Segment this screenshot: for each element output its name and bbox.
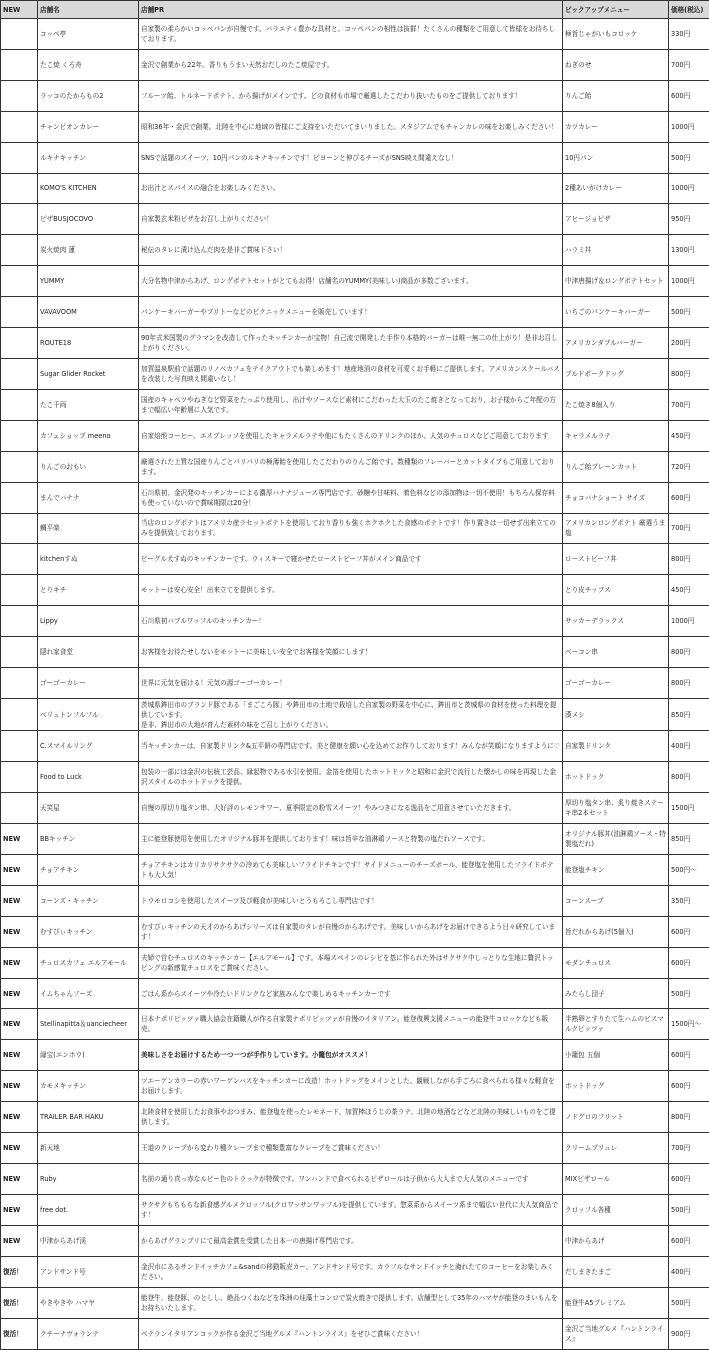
new-flag-cell [1, 482, 38, 513]
pickup-menu-cell: カツカレー [563, 111, 669, 142]
new-flag-cell: NEW [1, 1225, 38, 1256]
table-row [1, 1318, 709, 1349]
pickup-menu-cell: 能登牛A5プレミアム [563, 1287, 669, 1318]
table-row [1, 235, 709, 266]
shop-name-cell: YUMMY [38, 266, 139, 297]
shop-name-cell: TRAILER BAR HAKU [38, 1102, 139, 1133]
shop-name-cell: kitchenすぬ [38, 544, 139, 575]
price-cell: 1000円 [669, 111, 709, 142]
table-row [1, 698, 709, 730]
pickup-menu-cell: 漢メシ [563, 698, 669, 730]
price-cell: 700円 [669, 389, 709, 420]
pickup-menu-cell: ハラミ丼 [563, 235, 669, 266]
shop-pr-cell: 自家焙煎コーヒー、エスプレッソを使用したキャラメルラテや他にもたくさんのドリンクのほか、人気のチュロスなどご用意しております [139, 420, 563, 451]
header-row [1, 1, 709, 19]
table-row [1, 1009, 709, 1040]
shop-name-cell: ベリュトンフルフル [38, 698, 139, 730]
pickup-menu-cell: サッカーデラックス [563, 606, 669, 637]
price-cell: 500円 [669, 142, 709, 173]
table-row [1, 637, 709, 668]
price-cell: 600円 [669, 1164, 709, 1195]
shop-pr-cell: 自家製玄米粉ピザをお召し上がりください！ [139, 204, 563, 235]
shop-name-cell: チョアチキン [38, 854, 139, 885]
table-row [1, 513, 709, 544]
pickup-menu-cell: キャラメルラテ [563, 420, 669, 451]
price-cell: 700円 [669, 49, 709, 80]
shop-name-cell: free dot. [38, 1194, 139, 1225]
price-cell: 450円 [669, 575, 709, 606]
table-row [1, 947, 709, 978]
shop-name-cell: カフェショップ meeno [38, 420, 139, 451]
new-flag-cell: NEW [1, 824, 38, 855]
shop-pr-cell: 大分名物中津からあげ、ロングポテトセットがとてもお得！店舗名のYUMMY(美味しい)商品が多数ございます。 [139, 266, 563, 297]
pickup-menu-cell: オリジナル豚丼(油淋鶏ソース・特製塩だれ) [563, 824, 669, 855]
new-flag-cell [1, 235, 38, 266]
shop-pr-cell: 包装の一部には金沢の伝統工芸品、縁起物である水引を使用。金箔を使用したホットドックと昭和に金沢で流行した懐かしの味を再現した金沢スタイルのホットドックを提供。 [139, 762, 563, 793]
new-flag-cell: 復活！ [1, 1256, 38, 1287]
pickup-menu-cell: りんご飴 [563, 80, 669, 111]
table-row [1, 1225, 709, 1256]
shop-pr-cell: 金沢市にあるサンドイッチカフェ&sandの移動販売カー、アンドサンド号です。カラフルなサンドイッチと淹れたてのコーヒーをお楽しみください。 [139, 1256, 563, 1287]
table-row [1, 544, 709, 575]
pickup-menu-cell: ねぎのせ [563, 49, 669, 80]
shop-name-cell: 鯛平楽 [38, 513, 139, 544]
shop-pr-cell: 加賀温泉駅前で話題のリノベカフェをテイクアウトでも楽しめます！地産地消の食材を可愛くお手軽にご提供します。アメリカンスクールバスを改装した写真映え間違いなし！ [139, 358, 563, 389]
new-flag-cell [1, 358, 38, 389]
price-cell: 1500円 [669, 793, 709, 824]
price-cell: 800円 [669, 544, 709, 575]
new-flag-cell [1, 204, 38, 235]
shop-pr-cell: 夫婦で営むチュロスのキッチンカー【エルアモール】です。本場スペインのレシピを基に作られた外はサクサク中しっとりな生地に贅沢トッピングの新感覚チュロスをご賞味ください。 [139, 947, 563, 978]
new-flag-cell [1, 544, 38, 575]
shop-pr-cell: 国産のキャベツやねぎなど野菜をたっぷり使用し、出汁やソースなど素材にこだわった大玉のたこ焼きとなっており、お子様からご年配の方まで幅広い年齢層に人気です。 [139, 389, 563, 420]
table-row [1, 731, 709, 762]
shop-pr-cell: 石川県初バブルワッフルのキッチンカー！ [139, 606, 563, 637]
shop-name-cell: アンドサンド号 [38, 1256, 139, 1287]
pickup-menu-cell: 中津からあげ [563, 1225, 669, 1256]
pickup-menu-cell: ホットドック [563, 762, 669, 793]
shop-pr-cell: 王道のクレープから変わり種クレープまで種類豊富なクレープをご賞味ください！ [139, 1133, 563, 1164]
price-cell: 350円 [669, 885, 709, 916]
table-row [1, 824, 709, 855]
table-row [1, 358, 709, 389]
shop-pr-cell: ツエーゲンカラーの赤いワーゲンバスをキッチンカーに改造！ホットドッグをメインとした、観戦しながら手ごろに食べられる様々な軽食をお届けします。 [139, 1071, 563, 1102]
pickup-menu-cell: クリームブリュレ [563, 1133, 669, 1164]
new-flag-cell [1, 731, 38, 762]
shop-pr-cell: ベテランイタリアンコックが作る金沢ご当地グルメ『ハントンライス』をぜひご賞味ください！ [139, 1318, 563, 1349]
price-cell: 800円 [669, 1102, 709, 1133]
price-cell: 200円 [669, 328, 709, 359]
shop-pr-cell: パンケーキバーガーやブリトーなどのピクニックメニューを販売しています！ [139, 297, 563, 328]
pickup-menu-cell: いちごのパンケーキバーガー [563, 297, 669, 328]
price-cell: 850円 [669, 824, 709, 855]
table-row [1, 1256, 709, 1287]
table-row [1, 266, 709, 297]
table-row [1, 1194, 709, 1225]
shop-name-cell: 縁宝(エンホウ) [38, 1040, 139, 1071]
shop-pr-cell: 当キッチンカーは、自家製ドリンク&五平餅の専門店です。美と健康を願い心を込めてお作りしております！みんなが笑顔になりますように♡ [139, 731, 563, 762]
new-flag-cell: NEW [1, 1071, 38, 1102]
table-row [1, 482, 709, 513]
table-row [1, 204, 709, 235]
shop-name-cell: Lippy [38, 606, 139, 637]
shop-pr-cell: 主に能登豚使用を使用したオリジナル豚丼を提供しております！味は旨辛な油淋鶏ソースと特製の塩だれソースです。 [139, 824, 563, 855]
shop-name-cell: 新天地 [38, 1133, 139, 1164]
price-cell: 500円 [669, 1287, 709, 1318]
table-row [1, 328, 709, 359]
pickup-menu-cell: 旨だれからあげ(5個入) [563, 916, 669, 947]
shop-name-cell: C.スマイルリング [38, 731, 139, 762]
shop-pr-cell: 世界に元気を届ける！元気の源ゴーゴーカレー！ [139, 668, 563, 699]
pickup-menu-cell: 自家製ドリンク [563, 731, 669, 762]
price-cell: 800円 [669, 668, 709, 699]
pickup-menu-cell: モダンチュロス [563, 947, 669, 978]
price-cell: 950円 [669, 204, 709, 235]
table-row [1, 19, 709, 50]
pickup-menu-cell: 10円パン [563, 142, 669, 173]
shop-pr-cell: チョアチキンはカリカリサクサクの冷めても美味しいフライドチキンです！サイドメニューのチーズボール、能登塩を使用したフライドポテトも大人気！ [139, 854, 563, 885]
shop-pr-cell: 石川県初、金沢発のキッチンカーによる濃厚バナナジュース専門店です。砂糖や甘味料、着色料などの添加物は一切不使用！もちろん保存料も使っていないので賞味期限は20分！ [139, 482, 563, 513]
table-row [1, 793, 709, 824]
shop-pr-cell: 90年式米国製のグラマンを改造して作ったキッチンカーが宝物！自己流で開発した手作り本格的バーガーは唯一無二の仕上がり！是非お召し上がりください。 [139, 328, 563, 359]
price-cell: 700円 [669, 513, 709, 544]
shop-name-cell: たこ焼 くろ舟 [38, 49, 139, 80]
price-cell: 500円～ [669, 854, 709, 885]
table-row [1, 916, 709, 947]
shop-pr-cell: ビーグル犬すぬのキッチンカーです。ウィスキーで寝かせたローストビーフ丼がメイン商品です [139, 544, 563, 575]
shop-pr-cell: 名前の通り真っ赤なルビー色のトラックが特徴です。ワンハンドで食べられるピザロールは子供から大人まで大人気のメニューです [139, 1164, 563, 1195]
price-cell: 720円 [669, 451, 709, 482]
shop-name-cell: チャンピオンカレー [38, 111, 139, 142]
shop-pr-cell: 茨城県鉾田市のブランド豚である「まごころ豚」や鉾田市の土地で栽培した自家製の野菜を中心に、鉾田市と茨城県の食材を使った料理を提供しています。 是非、鉾田市の大地が育んだ素材の味をご召し上がりください。 [139, 698, 563, 730]
price-cell: 900円 [669, 1318, 709, 1349]
new-flag-cell: NEW [1, 854, 38, 885]
shop-pr-cell: トウモロコシを使用したスイーツ及び軽食が美味しいとうもろこし専門店です！ [139, 885, 563, 916]
shop-pr-cell: 自家製の柔らかいコッペパンが自慢です。バラエティ豊かな具材と、コッペパンの相性は抜群！たくさんの種類をご用意して皆様をお待ちしております。 [139, 19, 563, 50]
price-cell: 1500円～ [669, 1009, 709, 1040]
new-flag-cell: NEW [1, 947, 38, 978]
table-body [1, 19, 709, 1350]
shop-name-cell: チュロスカフェ エルアモール [38, 947, 139, 978]
table-row [1, 885, 709, 916]
table-row [1, 80, 709, 111]
pickup-menu-cell: りんご飴プレーンカット [563, 451, 669, 482]
shop-name-cell: コーンズ・キッチン [38, 885, 139, 916]
pickup-menu-cell: 半熟卵とすりたて生ハムのビスマルクピッツァ [563, 1009, 669, 1040]
pickup-menu-cell: みたらし団子 [563, 978, 669, 1009]
price-cell: 500円 [669, 978, 709, 1009]
shop-name-cell: Food to Luck [38, 762, 139, 793]
table-row [1, 420, 709, 451]
price-cell: 600円 [669, 1225, 709, 1256]
header-pickup-menu: ピックアップメニュー [563, 1, 669, 19]
price-cell: 400円 [669, 1256, 709, 1287]
new-flag-cell [1, 328, 38, 359]
pickup-menu-cell: 金沢ご当地グルメ『ハントンライス』 [563, 1318, 669, 1349]
price-cell: 600円 [669, 482, 709, 513]
shop-name-cell: クチーナヴォランテ [38, 1318, 139, 1349]
new-flag-cell [1, 266, 38, 297]
shop-pr-cell: ごはん系からスイーツや冷たいドリンクなど家族みんなで楽しめるキッチンカーです [139, 978, 563, 1009]
price-cell: 1000円 [669, 606, 709, 637]
new-flag-cell: 復活！ [1, 1287, 38, 1318]
shop-pr-cell: 能登牛、能登豚、のとしし、絶品つくねなどを珠洲の珪藻土コンロで炭火焼きで提供します。店舗型として35年のハマヤが能登のまいもんをお持ちいたします。 [139, 1287, 563, 1318]
price-cell: 700円 [669, 1133, 709, 1164]
pickup-menu-cell: MIXピザロール [563, 1164, 669, 1195]
table-row [1, 49, 709, 80]
new-flag-cell [1, 111, 38, 142]
new-flag-cell [1, 793, 38, 824]
shop-pr-cell: 当店のロングポテトはアメリカ産ラセットポテトを使用しており香りも強くホクホクした食感のポテトです！作り置きは一切せず出来立てのみを提供致しております。 [139, 513, 563, 544]
shop-name-cell: Stellinapitta＆uanciecheer [38, 1009, 139, 1040]
pickup-menu-cell: ブルドポークドッグ [563, 358, 669, 389]
new-flag-cell [1, 575, 38, 606]
shop-pr-cell: 日本ナポリピッツァ職人協会在籍職人が作る自家製ナポリピッツァが自慢のイタリアン。能登復興支援メニューの能登牛コロッケなども販売。 [139, 1009, 563, 1040]
pickup-menu-cell: コーンスープ [563, 885, 669, 916]
shop-name-cell: イムちゃんフーズ [38, 978, 139, 1009]
shop-name-cell: Ruby [38, 1164, 139, 1195]
new-flag-cell [1, 762, 38, 793]
table-row [1, 389, 709, 420]
new-flag-cell: NEW [1, 1194, 38, 1225]
new-flag-cell [1, 637, 38, 668]
pickup-menu-cell: たこ焼き8個入り [563, 389, 669, 420]
shop-name-cell: BBキッチン [38, 824, 139, 855]
shop-pr-cell: 厳選された上質な国産りんごとパリパリの極薄飴を使用したこだわりのりんご飴です。数種類のフレーバーとカットタイプもご用意しております。 [139, 451, 563, 482]
price-cell: 1000円 [669, 266, 709, 297]
table-row [1, 1133, 709, 1164]
shop-name-cell: KOMO'S KITCHEN [38, 173, 139, 204]
new-flag-cell [1, 297, 38, 328]
new-flag-cell [1, 49, 38, 80]
pickup-menu-cell: 2種あいがけカレー [563, 173, 669, 204]
table-row [1, 142, 709, 173]
table-row [1, 668, 709, 699]
pickup-menu-cell: だしまきたまご [563, 1256, 669, 1287]
price-cell: 500円 [669, 1194, 709, 1225]
new-flag-cell: NEW [1, 1040, 38, 1071]
new-flag-cell: NEW [1, 1133, 38, 1164]
shop-pr-cell: お出汁とスパイスの融合をお楽しみください。 [139, 173, 563, 204]
shop-pr-cell: お客様をお待たせしないをモットーに美味しい安全でお客様を笑顔にします！ [139, 637, 563, 668]
new-flag-cell: 復活！ [1, 1318, 38, 1349]
shop-name-cell: 天笑屋 [38, 793, 139, 824]
header-shop-pr: 店舗PR [139, 1, 563, 19]
pickup-menu-cell: 極旨じゃがいもコロッケ [563, 19, 669, 50]
price-cell: 450円 [669, 420, 709, 451]
shop-pr-cell: サクサクもちもちな新食感グルメクロッフル(クロワッサンワッフル)を提供しています。惣菜系からスイーツ系まで幅広い世代に大人気商品です！ [139, 1194, 563, 1225]
new-flag-cell: NEW [1, 916, 38, 947]
price-cell: 600円 [669, 80, 709, 111]
new-flag-cell [1, 80, 38, 111]
header-new: NEW [1, 1, 38, 19]
shop-name-cell: むすびぃキッチン [38, 916, 139, 947]
shop-name-cell: まんでバナナ [38, 482, 139, 513]
new-flag-cell [1, 389, 38, 420]
price-cell: 800円 [669, 637, 709, 668]
price-cell: 330円 [669, 19, 709, 50]
shop-pr-cell: からあげグランプリにて最高金賞を受賞した日本一の唐揚げ専門店です。 [139, 1225, 563, 1256]
pickup-menu-cell: アヒージョピザ [563, 204, 669, 235]
shop-pr-cell: SNSで話題のスイーツ、10円パンのルキナキッチンです！ビヨーンと伸びるチーズがSNS映え間違えなし！ [139, 142, 563, 173]
table-row [1, 1102, 709, 1133]
table-row [1, 297, 709, 328]
shop-name-cell: やきやきや ハマヤ [38, 1287, 139, 1318]
new-flag-cell: NEW [1, 1102, 38, 1133]
pickup-menu-cell: 能登塩チキン [563, 854, 669, 885]
shop-pr-cell: 金沢で創業から22年。香りもうまい天然おだしのたこ焼屋です。 [139, 49, 563, 80]
shop-name-cell: Sugar Glider Rocket [38, 358, 139, 389]
table-row [1, 451, 709, 482]
shop-name-cell: たこ千両 [38, 389, 139, 420]
new-flag-cell [1, 420, 38, 451]
pickup-menu-cell: ホットドッグ [563, 1071, 669, 1102]
pickup-menu-cell: アメリカンロングポテト 厳選うま塩 [563, 513, 669, 544]
shop-name-cell: 隠れ家食堂 [38, 637, 139, 668]
pickup-menu-cell: チョコバナショート サイズ [563, 482, 669, 513]
table-row [1, 173, 709, 204]
pickup-menu-cell: ローストビーフ丼 [563, 544, 669, 575]
new-flag-cell [1, 606, 38, 637]
new-flag-cell [1, 451, 38, 482]
shop-pr-cell: 秘伝のタレに漬け込んだ肉を是非ご賞味下さい！ [139, 235, 563, 266]
new-flag-cell: NEW [1, 1009, 38, 1040]
pickup-menu-cell: ゴーゴーカレー [563, 668, 669, 699]
table-row [1, 1071, 709, 1102]
new-flag-cell [1, 173, 38, 204]
new-flag-cell: NEW [1, 885, 38, 916]
shop-name-cell: 中津からあげ渓 [38, 1225, 139, 1256]
shop-pr-cell: 北陸食材を使用したお食事やおつまみ、能登塩を使ったレモネード、加賀棒ほうじの茶ラテ、北陸の地酒などなど北陸の美味しいものをご提供します。 [139, 1102, 563, 1133]
price-cell: 1000円 [669, 173, 709, 204]
pickup-menu-cell: ベーコン串 [563, 637, 669, 668]
price-cell: 600円 [669, 916, 709, 947]
shop-name-cell: カモメキッチン [38, 1071, 139, 1102]
price-cell: 800円 [669, 762, 709, 793]
shop-name-cell: 炭火焼肉 蓮 [38, 235, 139, 266]
table-row [1, 111, 709, 142]
table-row [1, 854, 709, 885]
new-flag-cell [1, 668, 38, 699]
shop-pr-cell: フルーツ飴、トルネードポテト、から揚げがメインです。どの食材も市場で厳選したこだわり抜いたものをご提供しております！ [139, 80, 563, 111]
price-cell: 850円 [669, 698, 709, 730]
header-shop-name: 店舗名 [38, 1, 139, 19]
table-row [1, 606, 709, 637]
price-cell: 500円 [669, 297, 709, 328]
new-flag-cell: NEW [1, 1164, 38, 1195]
shop-name-cell: りんごのおもい [38, 451, 139, 482]
price-cell: 800円 [669, 358, 709, 389]
table-row [1, 575, 709, 606]
pickup-menu-cell: とり皮チップス [563, 575, 669, 606]
new-flag-cell [1, 698, 38, 730]
new-flag-cell [1, 513, 38, 544]
pickup-menu-cell: 小籠包 五個 [563, 1040, 669, 1071]
header-price: 価格(税込) [669, 1, 709, 19]
table-row [1, 1040, 709, 1071]
pickup-menu-cell: ノドグロのフリット [563, 1102, 669, 1133]
pickup-menu-cell: クロッフル各種 [563, 1194, 669, 1225]
table-row [1, 1164, 709, 1195]
shop-name-cell: ROUTE18 [38, 328, 139, 359]
new-flag-cell [1, 142, 38, 173]
shop-name-cell: とりキチ [38, 575, 139, 606]
shop-name-cell: VAVAVOOM [38, 297, 139, 328]
new-flag-cell: NEW [1, 978, 38, 1009]
table-row [1, 1287, 709, 1318]
table-row [1, 978, 709, 1009]
shop-name-cell: コッペ亭 [38, 19, 139, 50]
shop-name-cell: ラッコのたからもの2 [38, 80, 139, 111]
shop-pr-cell: 美味しさをお届けするため一つ一つが手作りしています。小籠包がオススメ！ [139, 1040, 563, 1071]
price-cell: 600円 [669, 1040, 709, 1071]
shop-name-cell: ルキナキッチン [38, 142, 139, 173]
shop-pr-cell: モットーは安心安全！出来立てを提供します。 [139, 575, 563, 606]
pickup-menu-cell: 厚切り塩タン串、炙り焼きステーキ串2本セット [563, 793, 669, 824]
shop-pr-cell: 自慢の厚切り塩タン串、大好評のレモンサワー、夏季限定の粉雪スイーツ！やみつきになる逸品をご用意させていただきます。 [139, 793, 563, 824]
shop-name-cell: ゴーゴーカレー [38, 668, 139, 699]
pickup-menu-cell: 中津唐揚げ＆ロングポテトセット [563, 266, 669, 297]
price-cell: 600円 [669, 947, 709, 978]
new-flag-cell [1, 19, 38, 50]
price-cell: 400円 [669, 731, 709, 762]
price-cell: 600円 [669, 1071, 709, 1102]
table-row [1, 762, 709, 793]
shop-pr-cell: 昭和36年・金沢で創業。北陸を中心に地域の皆様にご支持をいただいてまいりました。スタジアムでもチャンカレの味をお楽しみください！ [139, 111, 563, 142]
pickup-menu-cell: アメリカンダブルバーガー [563, 328, 669, 359]
price-cell: 1300円 [669, 235, 709, 266]
shop-name-cell: ピザBUSJOCOVO [38, 204, 139, 235]
shop-pr-cell: むすびぃキッチンの天才のからあげシリーズは自家製のタレが自慢のからあげです。美味しいからあげをお届けできるよう日々研究しています！ [139, 916, 563, 947]
